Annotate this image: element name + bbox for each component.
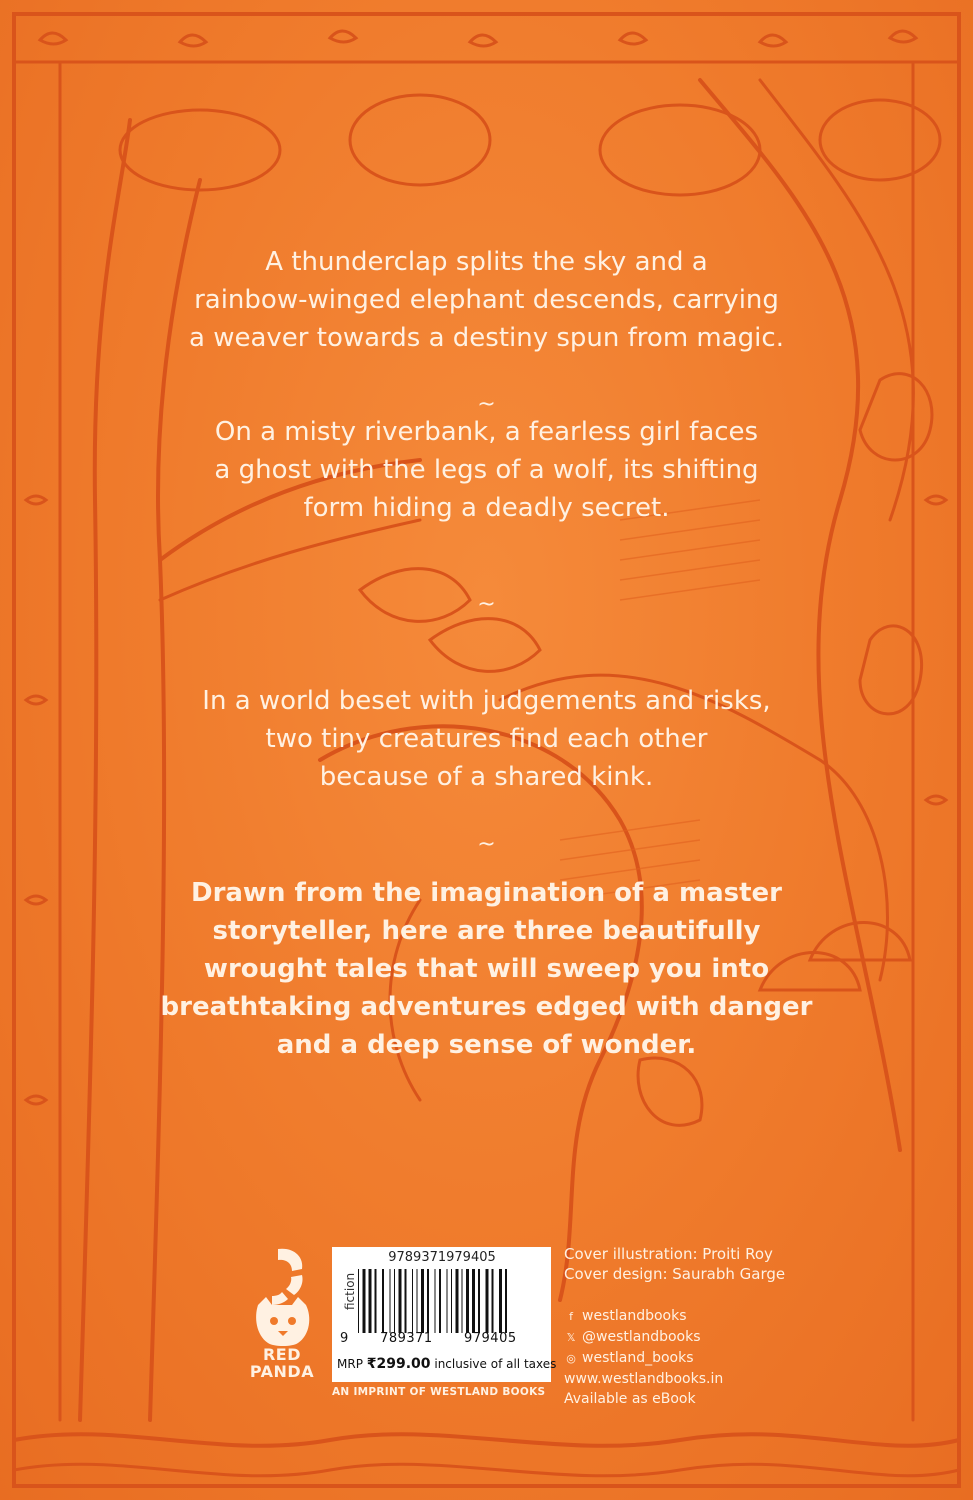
red-panda-logo-text (240, 1346, 324, 1380)
barcode-bar (417, 1269, 418, 1333)
x-handle: @westlandbooks (582, 1329, 701, 1345)
barcode-bar (399, 1269, 402, 1333)
barcode-bar (462, 1269, 463, 1333)
barcode-bar (486, 1269, 489, 1333)
barcode-panel (332, 1247, 557, 1382)
barcode-bar (451, 1269, 452, 1333)
website-link[interactable]: www.westlandbooks.in (564, 1371, 724, 1387)
mrp-label: MRP (337, 1357, 363, 1371)
cover-credits (564, 1244, 785, 1284)
separator-tilde: ~ (477, 392, 496, 417)
blurb-line: wrought tales that will sweep you into (203, 954, 770, 984)
blurb-line: In a world beset with judgements and risks, (202, 686, 771, 716)
blurb-paragraph-3 (120, 682, 853, 796)
blurb-line: A thunderclap splits the sky and a (265, 247, 708, 277)
instagram-link[interactable] (564, 1348, 723, 1369)
blurb-line: On a misty riverbank, a fearless girl faces (214, 417, 759, 447)
price-line (337, 1356, 557, 1372)
barcode-bar (405, 1269, 407, 1333)
x-icon: 𝕏 (566, 1331, 576, 1344)
blurb-line: because of a shared kink. (319, 762, 654, 792)
barcode-bar (447, 1269, 448, 1333)
instagram-handle: westland_books (582, 1350, 694, 1366)
barcode-bar (369, 1269, 372, 1333)
facebook-handle: westlandbooks (582, 1308, 687, 1324)
imprint-text: AN IMPRINT OF WESTLAND BOOKS (332, 1386, 546, 1398)
barcode-bar (492, 1269, 494, 1333)
barcode-digit-lead: 9 (340, 1331, 349, 1346)
barcode-digits-group1: 789371 (380, 1331, 433, 1346)
barcode-bar (421, 1269, 424, 1333)
blurb-paragraph-1 (120, 243, 853, 357)
price-value: ₹299.00 (366, 1356, 431, 1372)
barcode-bar (505, 1269, 507, 1333)
facebook-icon: f (569, 1310, 573, 1323)
barcode-bar (472, 1269, 475, 1333)
barcode-bar (382, 1269, 384, 1333)
design-credit: Cover design: Saurabh Garge (564, 1265, 786, 1283)
barcode-digits-group2: 979405 (463, 1331, 517, 1346)
separator-tilde: ~ (477, 832, 496, 857)
blurb-paragraph-2 (120, 413, 853, 527)
logo-line-red: RED (262, 1345, 302, 1364)
barcode-bar (375, 1269, 377, 1333)
blurb-line: two tiny creatures find each other (265, 724, 708, 754)
barcode-bar (394, 1269, 395, 1333)
barcode-bar (478, 1269, 480, 1333)
x-link[interactable] (564, 1327, 723, 1348)
isbn-text: 9789371979405 (388, 1250, 496, 1265)
blurb-line: storyteller, here are three beautifully (212, 916, 761, 946)
barcode-digits (340, 1331, 517, 1346)
blurb-line: Drawn from the imagination of a master (190, 878, 782, 908)
barcode-bar (456, 1269, 459, 1333)
ebook-note: Available as eBook (564, 1391, 696, 1407)
barcode-bar (439, 1269, 441, 1333)
barcode-bar (390, 1269, 391, 1333)
blurb-line: form hiding a deadly secret. (303, 493, 670, 523)
barcode-bar (363, 1269, 366, 1333)
barcode-bar (427, 1269, 429, 1333)
separator-tilde: ~ (477, 592, 496, 617)
instagram-icon: ◎ (566, 1352, 576, 1365)
blurb-line: and a deep sense of wonder. (276, 1030, 697, 1060)
barcode-bar (499, 1269, 502, 1333)
blurb-paragraph-4 (120, 874, 853, 1064)
barcode-bar (466, 1269, 469, 1333)
facebook-link[interactable] (564, 1306, 723, 1327)
blurb-line: a weaver towards a destiny spun from magic. (189, 323, 784, 353)
blurb-line: a ghost with the legs of a wolf, its shifting (214, 455, 759, 485)
barcode-icon (358, 1269, 540, 1333)
blurb-line: breathtaking adventures edged with danger (160, 992, 813, 1022)
barcode-bar (435, 1269, 436, 1333)
barcode-bar (358, 1269, 359, 1333)
illustration-credit: Cover illustration: Proiti Roy (564, 1245, 773, 1263)
logo-line-panda: PANDA (249, 1362, 315, 1381)
barcode-bar (412, 1269, 413, 1333)
social-links (564, 1306, 723, 1409)
blurb-line: rainbow-winged elephant descends, carrying (194, 285, 779, 315)
tax-note: inclusive of all taxes (434, 1357, 557, 1371)
genre-label: fiction (343, 1272, 357, 1310)
